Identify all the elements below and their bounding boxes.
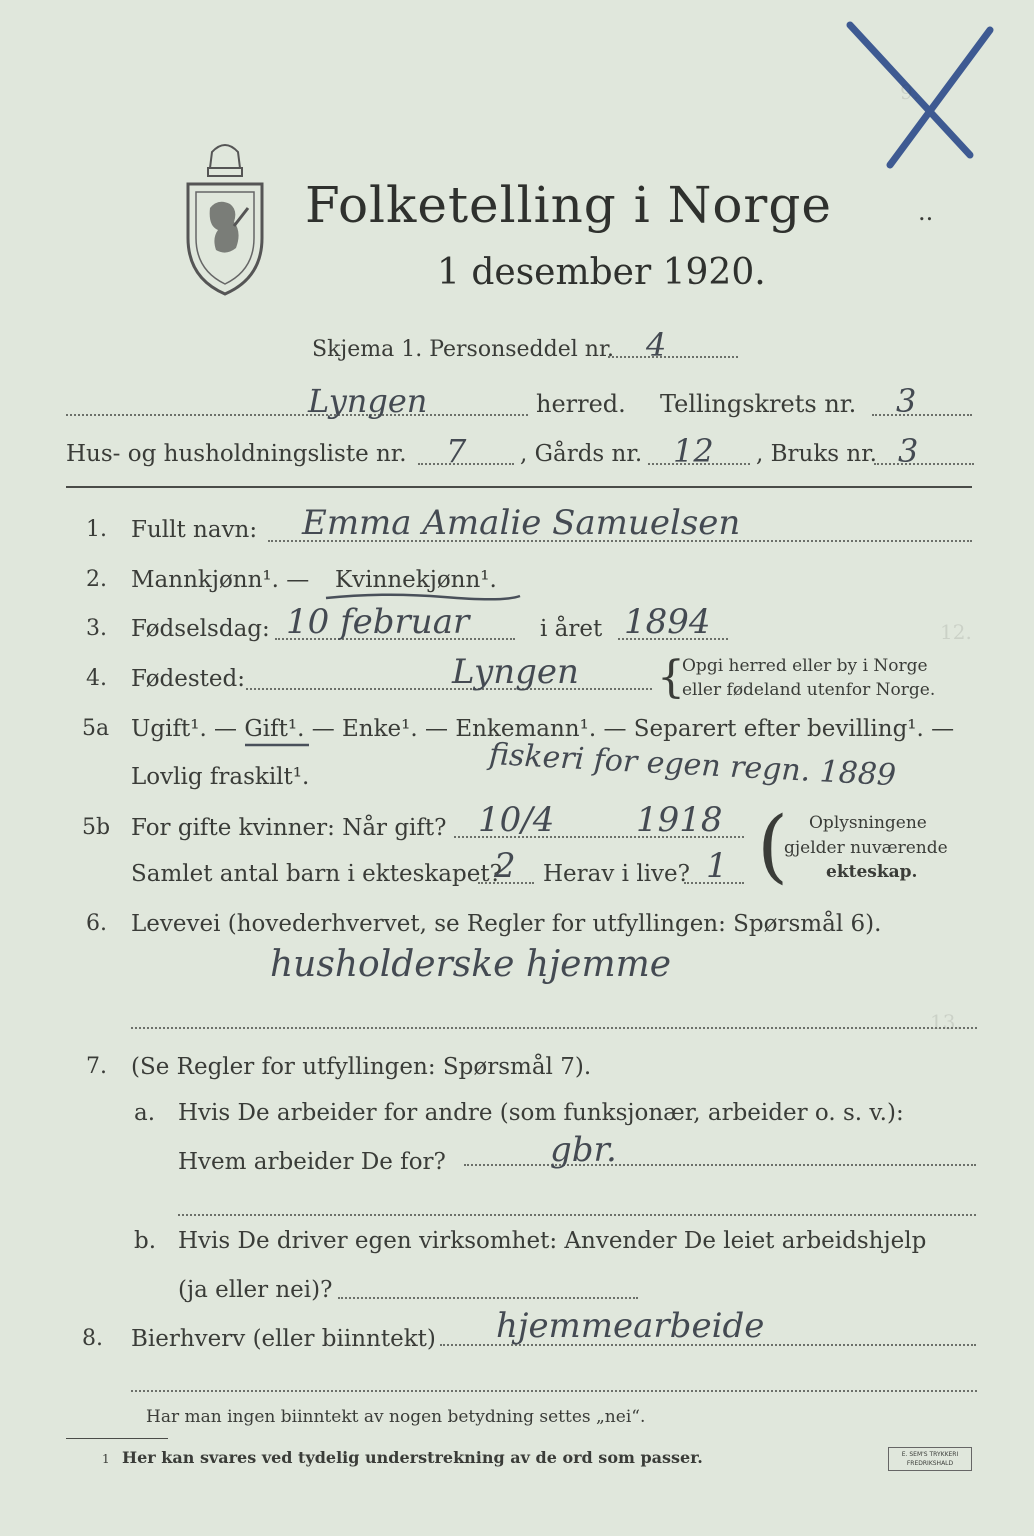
q5b-alive-label: Herav i live? [543, 861, 690, 887]
q7b-question: (ja eller nei)? [178, 1277, 333, 1303]
q5b-children-value: 2 [494, 846, 516, 886]
blue-cross-mark [835, 20, 1005, 170]
q2-label-male: Mannkjønn¹. — [131, 567, 310, 593]
q7b-label: Hvis De driver egen virksomhet: Anvender De leiet arbeidshjelp [178, 1228, 927, 1254]
q4-line[interactable] [246, 688, 652, 690]
q3-label: Fødselsdag: [131, 616, 270, 642]
form-title: Folketelling i Norge [305, 176, 832, 234]
q4-label: Fødested: [131, 666, 246, 692]
printer-stamp [888, 1447, 972, 1471]
tellingskrets-label: Tellingskrets nr. [660, 390, 857, 418]
q7a-question: Hvem arbeider De for? [178, 1149, 446, 1175]
q5a-scribble: fiskeri for egen regn. 1889 [488, 737, 897, 794]
q8-number: 8. [82, 1326, 103, 1351]
printer-stamp-line2: FREDRIKSHALD [906, 1460, 954, 1467]
herred-value: Lyngen [308, 382, 428, 420]
personseddel-value: 4 [646, 326, 667, 364]
q7b-letter: b. [134, 1228, 157, 1254]
q4-number: 4. [86, 666, 107, 691]
q2-number: 2. [86, 567, 107, 592]
q4-note-line2: eller fødeland utenfor Norge. [682, 680, 936, 700]
q3-date-value: 10 februar [286, 602, 470, 642]
q5b-children-label: Samlet antal barn i ekteskapet? [131, 861, 502, 887]
q5b-note-line1: Oplysningene [809, 813, 927, 833]
q7-number: 7. [86, 1054, 107, 1079]
header-divider [66, 486, 972, 488]
schema-label: Skjema 1. Personseddel nr. [312, 337, 615, 362]
q7a-letter: a. [134, 1100, 156, 1126]
gards-value: 12 [673, 432, 714, 470]
q1-value: Emma Amalie Samuelsen [302, 503, 741, 543]
q5b-note-line3: ekteskap. [826, 862, 918, 882]
q5b-note-line2: gjelder nuværende [784, 838, 948, 858]
footnote-rule [66, 1438, 168, 1439]
q6-number: 6. [86, 911, 107, 936]
q5b-label: For gifte kvinner: Når gift? [131, 815, 447, 841]
q3-number: 3. [86, 616, 107, 641]
printer-stamp-line1: E. SEM'S TRYKKERI [901, 1451, 959, 1458]
q1-label: Fullt navn: [131, 517, 258, 543]
herred-line[interactable] [66, 414, 528, 416]
q5b-date-value: 10/4 [478, 800, 555, 840]
tellingskrets-line[interactable] [872, 414, 972, 416]
q8-line2[interactable] [131, 1390, 977, 1392]
q4-brace: { [657, 652, 685, 703]
title-dots: .. [918, 198, 934, 226]
q7a-label: Hvis De arbeider for andre (som funksjonær, arbeider o. s. v.): [178, 1100, 904, 1126]
q7a-line2[interactable] [178, 1214, 976, 1216]
form-date: 1 desember 1920. [437, 252, 766, 293]
q5a-options: Ugift¹. — Gift¹. — Enke¹. — Enkemann¹. — Separert efter bevilling¹. — [131, 716, 955, 742]
tellingskrets-value: 3 [896, 382, 917, 420]
q7a-value: gbr. [550, 1130, 617, 1170]
husholdningsliste-value: 7 [446, 432, 467, 470]
q5b-brace: ( [757, 799, 789, 892]
q4-note-line1: Opgi herred eller by i Norge [682, 656, 928, 676]
q3-year-label: i året [540, 616, 603, 642]
q7a-line[interactable] [464, 1164, 976, 1166]
q6-value: husholderske hjemme [270, 944, 672, 985]
personseddel-line[interactable] [608, 356, 738, 358]
bleed-through: 9. 12. 13. [900, 80, 972, 1034]
coat-of-arms-icon [182, 138, 268, 298]
q8-value: hjemmearbeide [496, 1306, 765, 1346]
q5a-underline-mark [243, 740, 313, 750]
q6-line[interactable] [131, 1027, 977, 1029]
q5a-options-line2: Lovlig fraskilt¹. [131, 764, 310, 790]
q7-label: (Se Regler for utfyllingen: Spørsmål 7). [131, 1054, 592, 1080]
footer-note: Har man ingen biinntekt av nogen betydning settes „nei“. [146, 1407, 646, 1427]
husholdningsliste-label: Hus- og husholdningsliste nr. [66, 441, 407, 467]
q1-number: 1. [86, 517, 107, 542]
q6-label: Levevei (hovederhvervet, se Regler for utfyllingen: Spørsmål 6). [131, 911, 882, 937]
q5b-number: 5b [82, 815, 111, 840]
footnote-text: Her kan svares ved tydelig understrekning av de ord som passer. [122, 1448, 703, 1467]
herred-label: herred. [536, 390, 626, 418]
q5b-alive-value: 1 [706, 846, 728, 886]
bruks-line[interactable] [874, 463, 974, 465]
q5b-year-value: 1918 [636, 800, 723, 840]
gards-label: , Gårds nr. [520, 441, 643, 467]
bruks-value: 3 [898, 432, 919, 470]
q5a-number: 5a [82, 716, 110, 741]
bruks-label: , Bruks nr. [756, 441, 877, 467]
q8-label: Bierhverv (eller biinntekt) [131, 1326, 436, 1352]
q2-label-female: Kvinnekjønn¹. [335, 567, 497, 593]
q7b-line[interactable] [338, 1297, 638, 1299]
q3-year-value: 1894 [624, 602, 711, 642]
q4-value: Lyngen [452, 652, 579, 692]
footnote-marker: 1 [102, 1452, 110, 1466]
